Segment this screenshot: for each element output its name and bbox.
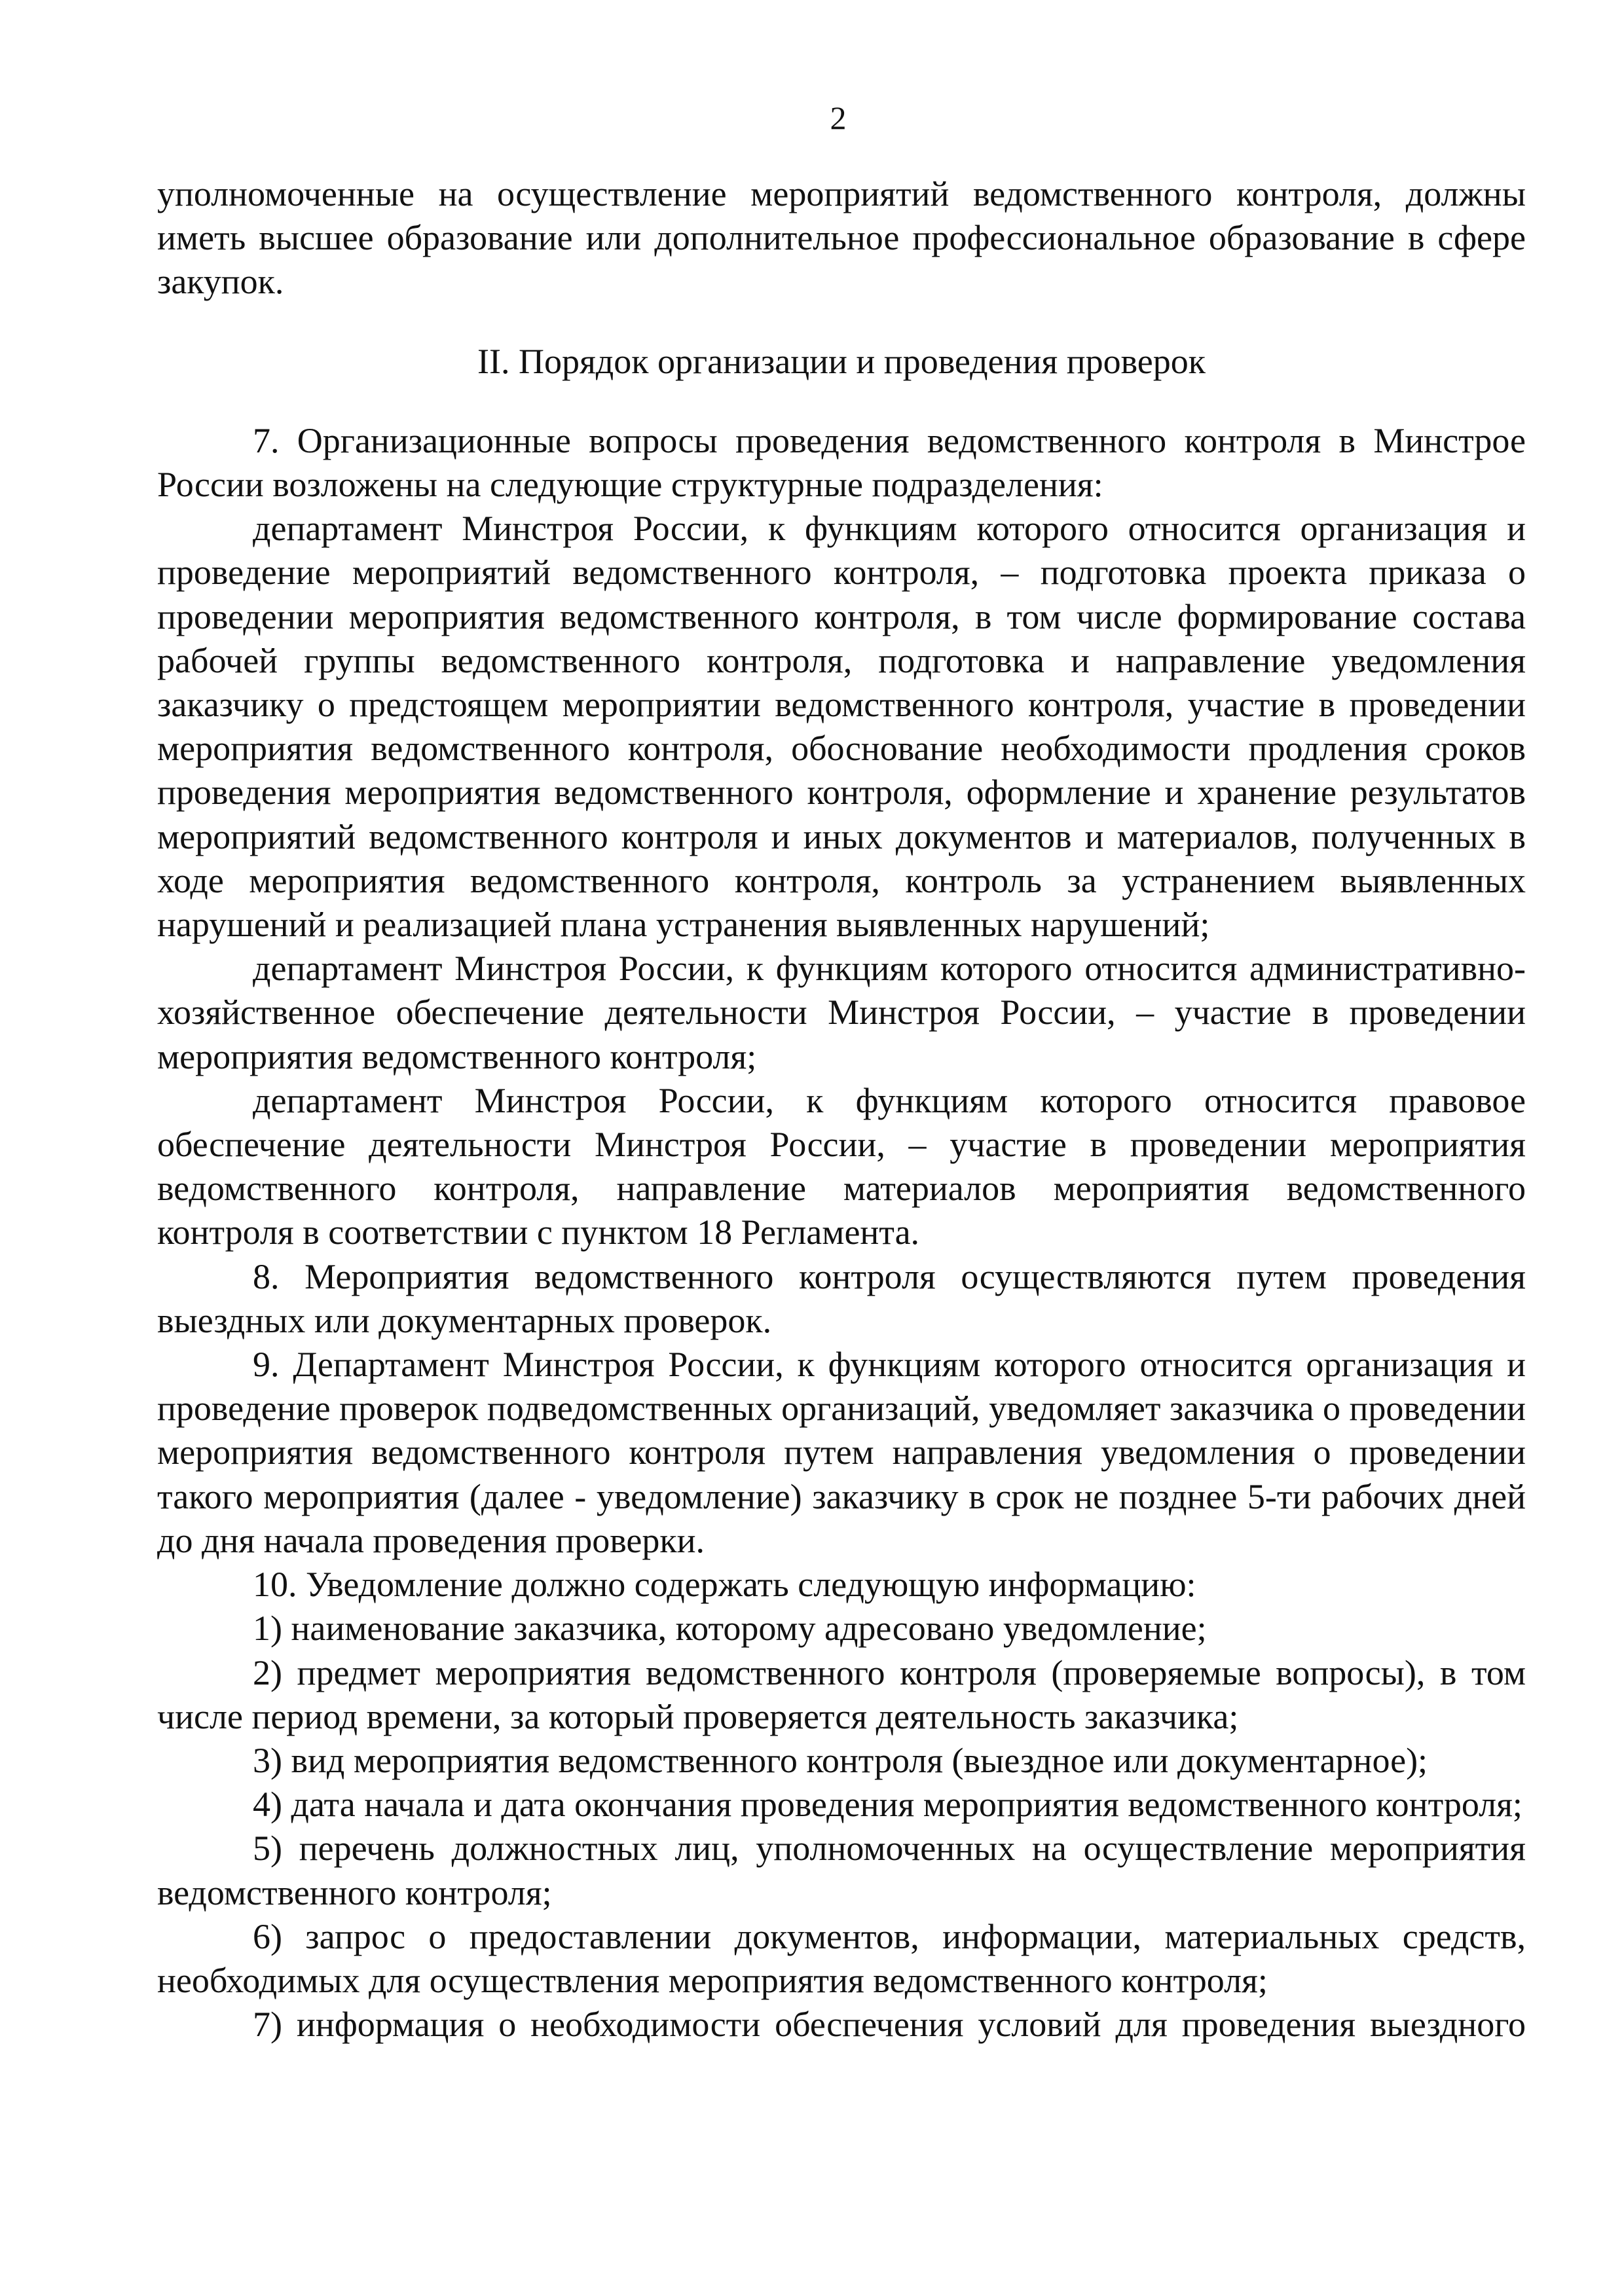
list-item-6: 6) запрос о предоставлении документов, информации, материальных средств, необходимых для осуществления мероприятия ведомственного контроля; bbox=[157, 1916, 1526, 2000]
section-title: II. Порядок организации и проведения проверок bbox=[477, 341, 1206, 381]
list-item-1: 1) наименование заказчика, которому адресовано уведомление; bbox=[253, 1609, 1207, 1649]
continuation-paragraph: уполномоченные на осуществление мероприятий ведомственного контроля, должны иметь высшее образование или дополнительное профессиональное образование в сфере закупок. bbox=[157, 174, 1526, 302]
list-item-5: 5) перечень должностных лиц, уполномоченных на осуществление мероприятия ведомственного контроля; bbox=[157, 1829, 1526, 1912]
paragraph-7: 7. Организационные вопросы проведения ведомственного контроля в Минстрое России возложены на следующие структурные подразделения: bbox=[157, 420, 1526, 505]
paragraph-8: 8. Мероприятия ведомственного контроля осуществляются путем проведения выездных или документарных проверок. bbox=[157, 1256, 1526, 1340]
document-body bbox=[157, 172, 1526, 2047]
paragraph-department-legal: департамент Минстроя России, к функциям которого относится правовое обеспечение деятельности Минстроя России, – участие в проведении мероприятия ведомственного контроля, направление материалов мероприятия ведомственного контроля в соответствии с пунктом 18 Регламента. bbox=[157, 1080, 1526, 1252]
paragraph-10: 10. Уведомление должно содержать следующую информацию: bbox=[253, 1565, 1196, 1605]
list-item-4: 4) дата начала и дата окончания проведения мероприятия ведомственного контроля; bbox=[253, 1785, 1522, 1825]
list-item-7: 7) информация о необходимости обеспечения условий для проведения выездного bbox=[253, 2005, 1526, 2045]
paragraph-9: 9. Департамент Минстроя России, к функциям которого относится организация и проведение проверок подведомственных организаций, уведомляет заказчика о проведении мероприятия ведомственного контроля путем направления уведомления о проведении такого мероприятия (далее - уведомление) заказчику в срок не позднее 5-ти рабочих дней до дня начала проведения проверки. bbox=[157, 1345, 1526, 1560]
list-item-2: 2) предмет мероприятия ведомственного контроля (проверяемые вопросы), в том числе период времени, за который проверяется деятельность заказчика; bbox=[157, 1652, 1526, 1736]
paragraph-department-administrative: департамент Минстроя России, к функциям которого относится административно-хозяйственное обеспечение деятельности Минстроя России, – участие в проведении мероприятия ведомственного контроля; bbox=[157, 949, 1526, 1076]
page-number: 2 bbox=[830, 100, 847, 136]
list-item-3: 3) вид мероприятия ведомственного контроля (выездное или документарное); bbox=[253, 1740, 1428, 1780]
paragraph-department-organization: департамент Минстроя России, к функциям которого относится организация и проведение мероприятий ведомственного контроля, – подготовка проекта приказа о проведении мероприятия ведомственного контроля, в том числе формирование состава рабочей группы ведомственного контроля, подготовка и направление уведомления заказчику о предстоящем мероприятии ведомственного контроля, участие в проведении мероприятия ведомственного контроля, обоснование необходимости продления сроков проведения мероприятия ведомственного контроля, оформление и хранение результатов мероприятий ведомственного контроля и иных документов и материалов, полученных в ходе мероприятия ведомственного контроля, контроль за устранением выявленных нарушений и реализацией плана устранения выявленных нарушений; bbox=[157, 509, 1526, 945]
